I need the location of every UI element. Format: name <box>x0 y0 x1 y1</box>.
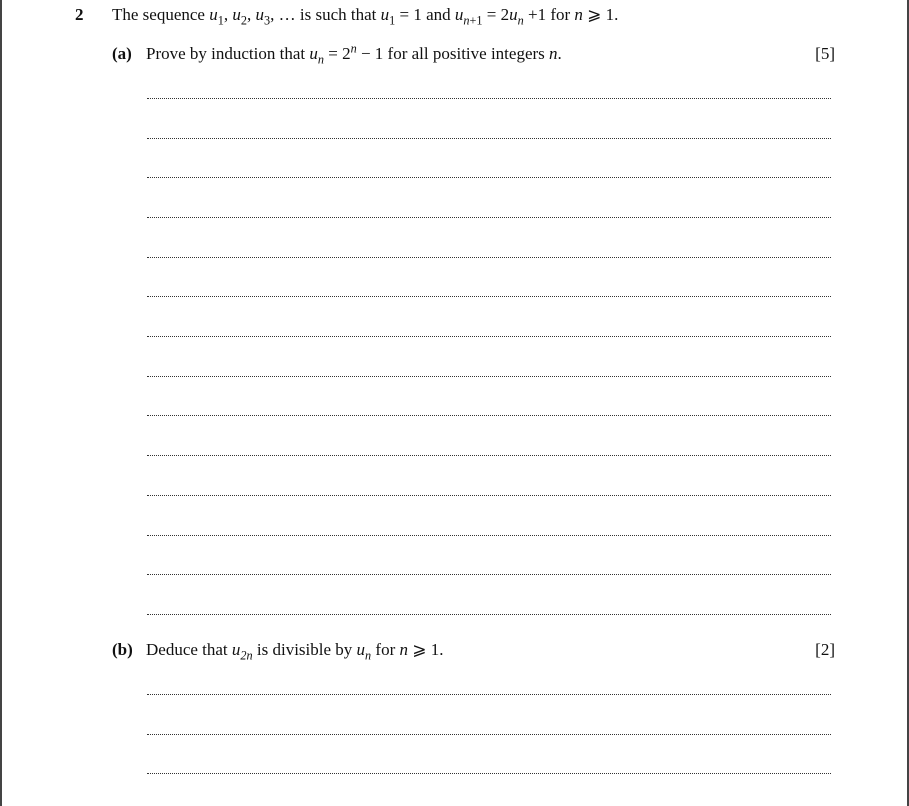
part-b-text: Deduce that <box>146 640 232 659</box>
part-b-text: is divisible by <box>252 640 357 659</box>
stem-text: ⩾ 1. <box>582 5 619 24</box>
stem-var: u <box>454 5 464 24</box>
stem-text: The sequence <box>112 5 210 24</box>
stem-sub-var: n <box>517 13 524 28</box>
part-a-text: = 2 <box>324 44 351 63</box>
stem-sub <box>463 13 482 27</box>
part-a-sub-var: n <box>317 52 324 67</box>
stem-text: , <box>223 5 233 24</box>
part-a-text: . <box>557 44 562 63</box>
part-a-var: u <box>309 44 318 63</box>
stem-sub: 1 <box>389 13 396 28</box>
stem-sub: 1 <box>217 13 224 28</box>
stem-var: u <box>255 5 264 24</box>
stem-var: u <box>509 5 518 24</box>
stem-text: , … is such that <box>270 5 381 24</box>
part-a-text: − 1 for all positive integers <box>356 44 550 63</box>
part-a-text: Prove by induction that <box>146 44 310 63</box>
stem-sub-text: +1 <box>469 13 483 28</box>
page-left-border <box>0 0 2 806</box>
part-b-marks: [2] <box>815 640 835 659</box>
answer-line-a[interactable] <box>147 336 831 337</box>
question-number: 2 <box>75 5 84 24</box>
stem-text: +1 for <box>523 5 575 24</box>
part-b-var: n <box>399 640 408 659</box>
stem-text: = 2 <box>482 5 510 24</box>
part-b-var: u <box>356 640 366 659</box>
part-b-sub-var: 2n <box>240 648 253 663</box>
answer-line-a[interactable] <box>147 98 831 99</box>
stem-var: u <box>380 5 390 24</box>
answer-line-a[interactable] <box>147 138 831 139</box>
part-a-prompt <box>146 41 562 67</box>
stem-sub: 2 <box>240 13 247 28</box>
answer-line-b[interactable] <box>147 694 831 695</box>
answer-line-a[interactable] <box>147 217 831 218</box>
answer-line-a[interactable] <box>147 415 831 416</box>
part-b-var: u <box>231 640 241 659</box>
answer-line-a[interactable] <box>147 535 831 536</box>
answer-line-a[interactable] <box>147 257 831 258</box>
answer-line-a[interactable] <box>147 614 831 615</box>
answer-line-b[interactable] <box>147 773 831 774</box>
answer-line-a[interactable] <box>147 495 831 496</box>
part-a-marks: [5] <box>815 44 835 63</box>
answer-line-a[interactable] <box>147 455 831 456</box>
answer-line-b[interactable] <box>147 734 831 735</box>
answer-line-a[interactable] <box>147 177 831 178</box>
part-a-sup-var: n <box>350 41 357 56</box>
stem-sub: 3 <box>263 13 271 28</box>
question-stem <box>112 5 619 28</box>
answer-line-a[interactable] <box>147 376 831 377</box>
stem-text: = 1 and <box>395 5 455 24</box>
answer-line-a[interactable] <box>147 574 831 575</box>
stem-text: , <box>246 5 256 24</box>
part-b-text: ⩾ 1. <box>408 640 444 659</box>
stem-var: n <box>574 5 583 24</box>
stem-sub-var: n <box>463 13 470 28</box>
part-a-var: n <box>549 44 558 63</box>
answer-line-a[interactable] <box>147 296 831 297</box>
part-a-label: (a) <box>112 44 132 63</box>
part-b-text: for <box>371 640 400 659</box>
part-b-sub-var: n <box>365 648 372 663</box>
stem-var: u <box>232 5 241 24</box>
stem-var: u <box>209 5 218 24</box>
part-b-prompt <box>146 640 444 663</box>
part-b-label: (b) <box>112 640 133 659</box>
part-b-sub <box>240 648 252 662</box>
